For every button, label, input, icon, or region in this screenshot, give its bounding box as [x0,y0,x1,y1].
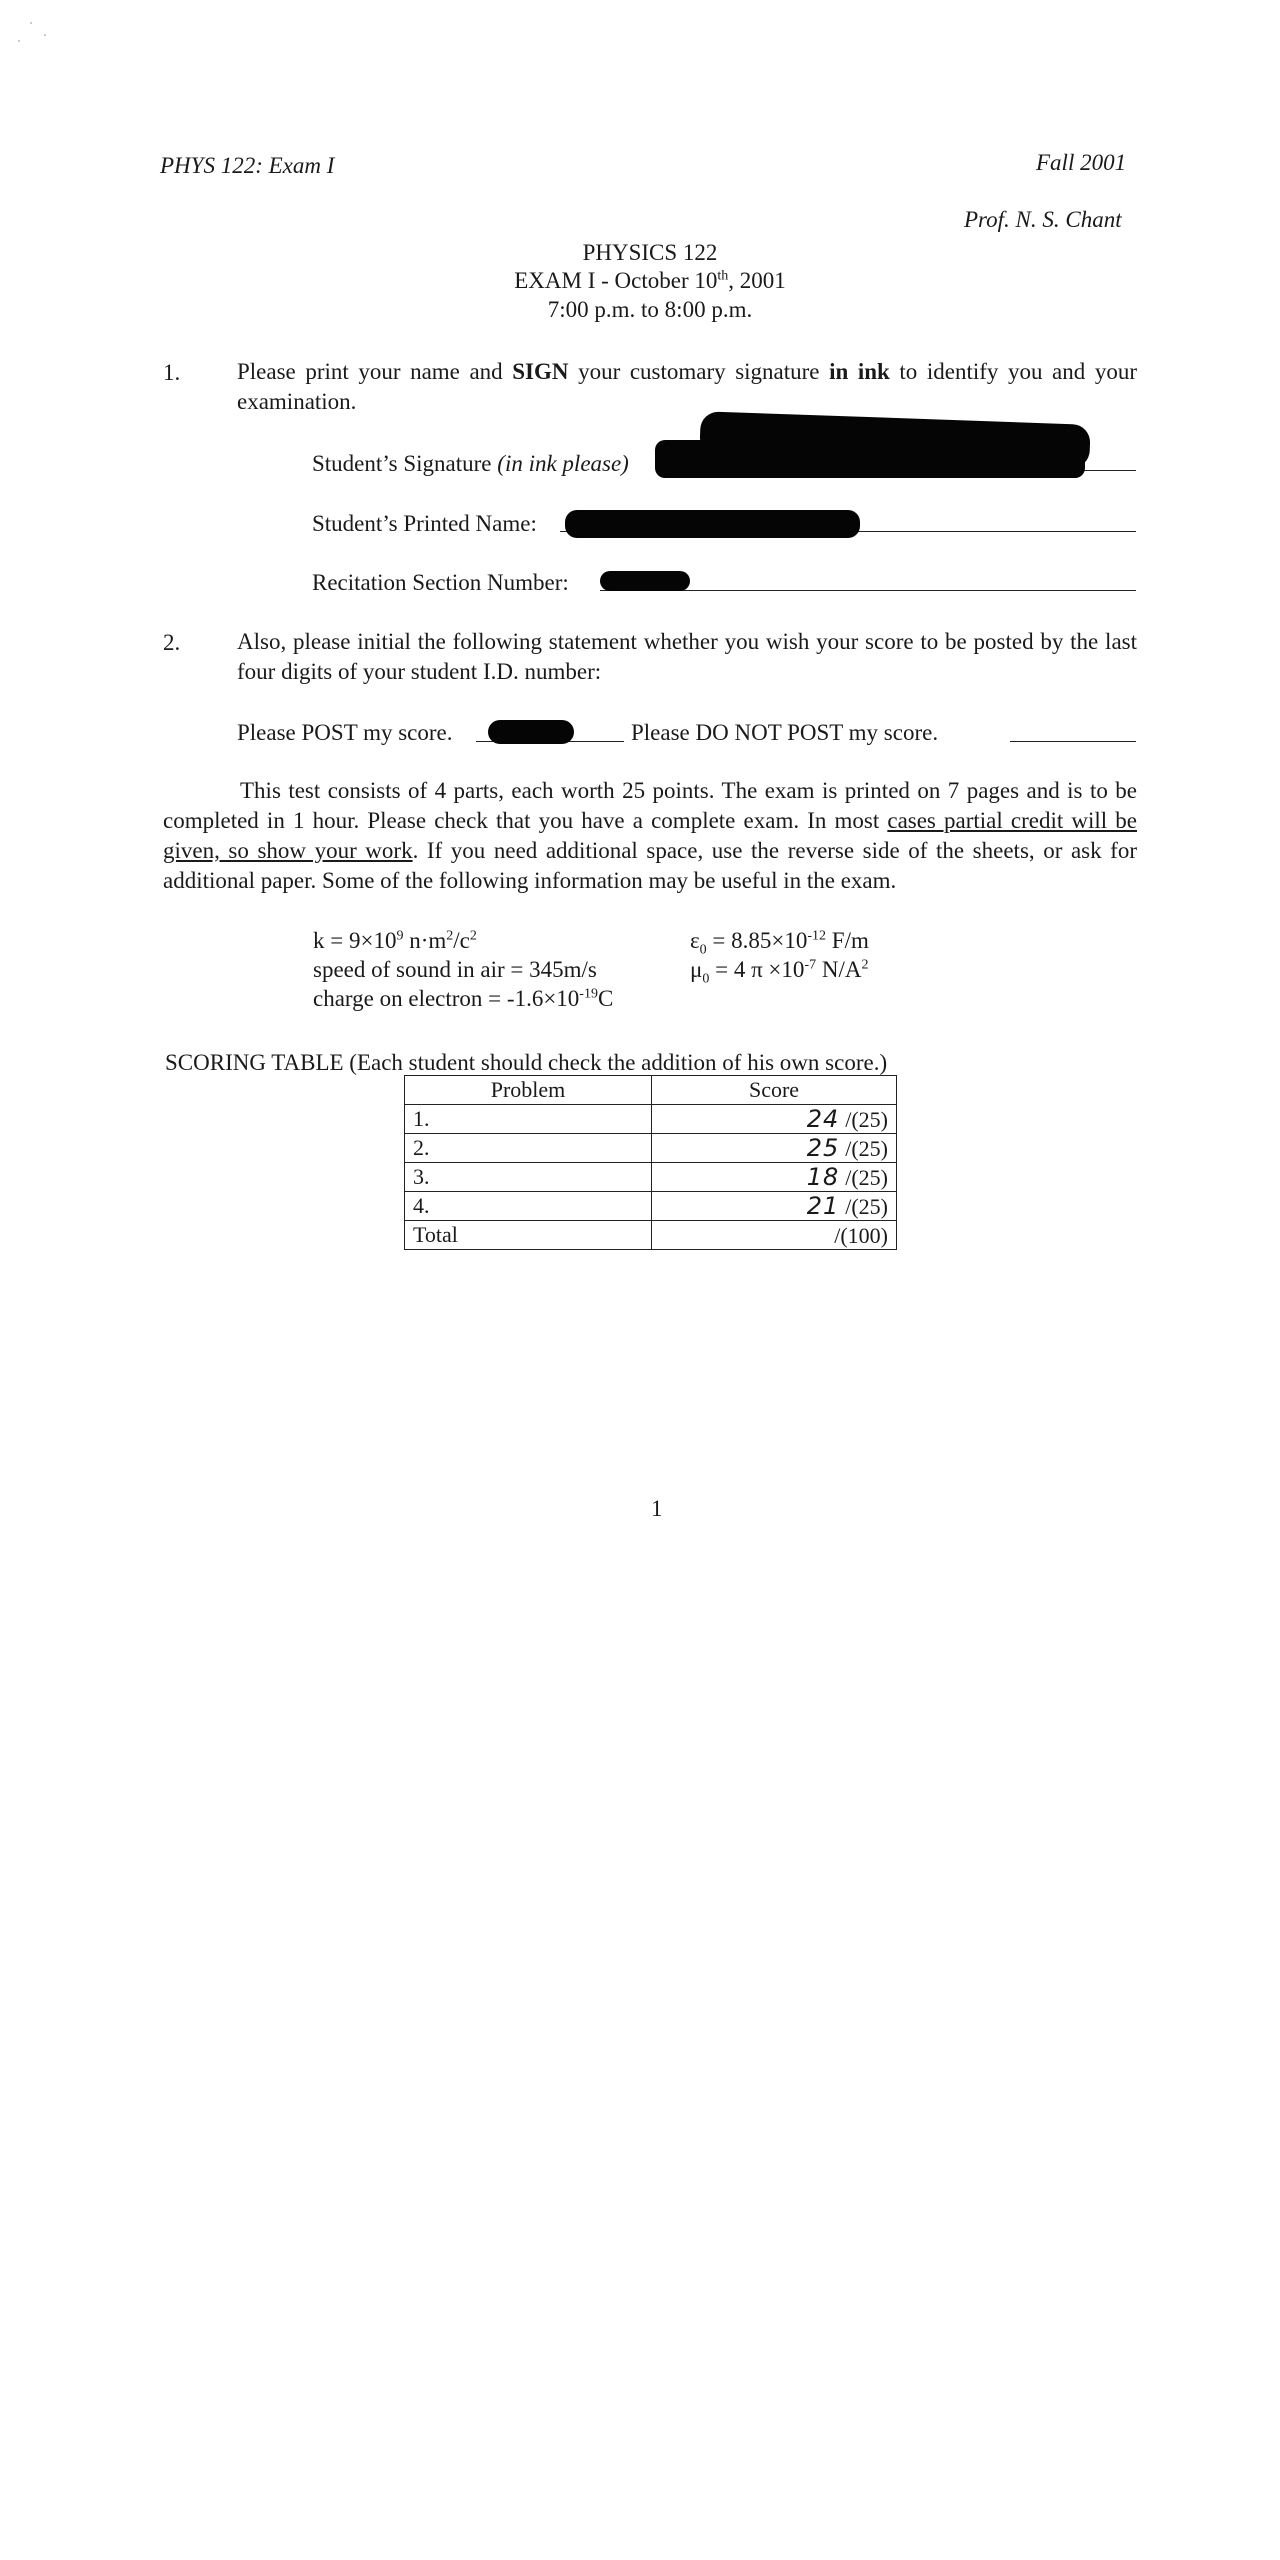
instructions-text-a: This test consists of 4 parts, each worth 25 points. The exam is printed on 7 pages and is to be completed in 1 hour. Please check that you have a complete exam. In most [163,778,1137,833]
redacted-signature-tail [655,440,1085,478]
professor-header: Prof. N. S. Chant [964,207,1122,232]
q1-text-c: to identify you and your examination. [237,359,1138,414]
scan-speck [30,22,32,24]
constant-charge-b: C [597,986,614,1011]
redacted-section-number [600,571,690,591]
handwritten-score: 25 [806,1134,840,1162]
score-cell [652,1105,897,1134]
table-row [405,1105,897,1134]
constant-k-a: k = 9×10 [313,928,397,953]
score-max: /(25) [845,1107,888,1132]
signature-hint: (in ink please) [497,451,629,476]
exam-title-sup: th [717,268,729,284]
instructions-paragraph [163,776,1137,896]
constant-charge-sup: -19 [579,986,598,1002]
handwritten-score: 18 [806,1163,840,1191]
table-row [405,1192,897,1221]
redacted-post-initials [488,720,574,744]
q1-text-a: Please print your name and [237,359,513,384]
q1-text-ink: in ink [829,359,890,384]
q1-number: 1. [163,360,181,385]
table-row [405,1221,897,1250]
scan-speck [18,40,20,42]
constant-epsilon [690,926,869,956]
exam-title-line3: 7:00 p.m. to 8:00 p.m. [547,297,753,322]
table-row [405,1134,897,1163]
problem-cell: 2. [405,1134,652,1163]
constant-mu-b: = 4 π ×10 [709,957,805,982]
problem-cell: 1. [405,1105,652,1134]
constant-mu-sub: 0 [702,971,710,987]
problem-cell: Total [405,1221,652,1250]
score-max: /(100) [834,1223,888,1248]
constant-mu-sup2: 2 [861,957,869,973]
exam-title-prefix: EXAM I - October 10 [514,268,718,293]
constant-eps-c: F/m [826,928,869,953]
score-max: /(25) [845,1165,888,1190]
recitation-section-label: Recitation Section Number: [312,570,569,595]
printed-name-label: Student’s Printed Name: [312,511,537,536]
score-cell [652,1134,897,1163]
constant-k-sup3: 2 [469,928,477,944]
q1-text [237,357,1137,417]
instructions-text-b: . If you need additional space, use the reverse side of the sheets, or ask for additional paper. Some of the following information may be useful in the exam. [163,838,1137,893]
no-post-score-line[interactable] [1010,741,1136,742]
page-number: 1 [651,1496,663,1521]
table-row [405,1163,897,1192]
handwritten-score: 21 [806,1192,840,1220]
constant-mu-c: N/A [816,957,862,982]
signature-label [312,449,629,479]
scoring-table [404,1075,897,1250]
constant-charge-a: charge on electron = -1.6×10 [313,986,580,1011]
exam-title-line1: PHYSICS 122 [582,240,718,265]
exam-title-line2 [0,268,1280,294]
score-max: /(25) [845,1136,888,1161]
constant-k-c: /c [453,928,470,953]
post-score-label: Please POST my score. [237,720,453,745]
term-header: Fall 2001 [1036,150,1127,175]
score-cell [652,1221,897,1250]
instructions-underlined: cases partial credit will be given, so show your work [163,808,1137,863]
q1-text-b: your customary signature [568,359,830,384]
exam-title-suffix: , 2001 [728,268,786,293]
scoring-table-caption: SCORING TABLE (Each student should check the addition of his own score.) [165,1050,888,1075]
constant-k-sup: 9 [396,928,404,944]
redacted-printed-name [565,510,860,538]
constant-eps-a: ε [690,928,700,953]
constant-mu-a: μ [690,957,703,982]
signature-label-text: Student’s Signature [312,451,498,476]
course-header: PHYS 122: Exam I [160,153,335,178]
constant-k [313,926,477,956]
score-cell [652,1192,897,1221]
constant-eps-sub: 0 [699,942,707,958]
constant-sound: speed of sound in air = 345m/s [313,957,597,982]
constant-eps-b: = 8.85×10 [706,928,808,953]
q2-number: 2. [163,630,181,655]
scoring-table-header-row [405,1076,897,1105]
constant-mu-sup: -7 [804,957,817,973]
scan-speck [44,34,46,36]
score-cell [652,1163,897,1192]
q1-text-sign: SIGN [512,359,569,384]
scoring-header-score: Score [652,1076,897,1105]
problem-cell: 4. [405,1192,652,1221]
problem-cell: 3. [405,1163,652,1192]
score-max: /(25) [845,1194,888,1219]
handwritten-score: 24 [806,1105,840,1133]
constant-eps-sup: -12 [807,928,827,944]
q2-text: Also, please initial the following statement whether you wish your score to be posted by the last four digits of your student I.D. number: [237,629,1137,684]
constant-charge [313,984,613,1014]
scoring-header-problem: Problem [405,1076,652,1105]
constant-k-sup2: 2 [446,928,454,944]
constant-k-b: n·m [403,928,447,953]
constant-mu [690,955,868,985]
no-post-score-label: Please DO NOT POST my score. [631,720,939,745]
